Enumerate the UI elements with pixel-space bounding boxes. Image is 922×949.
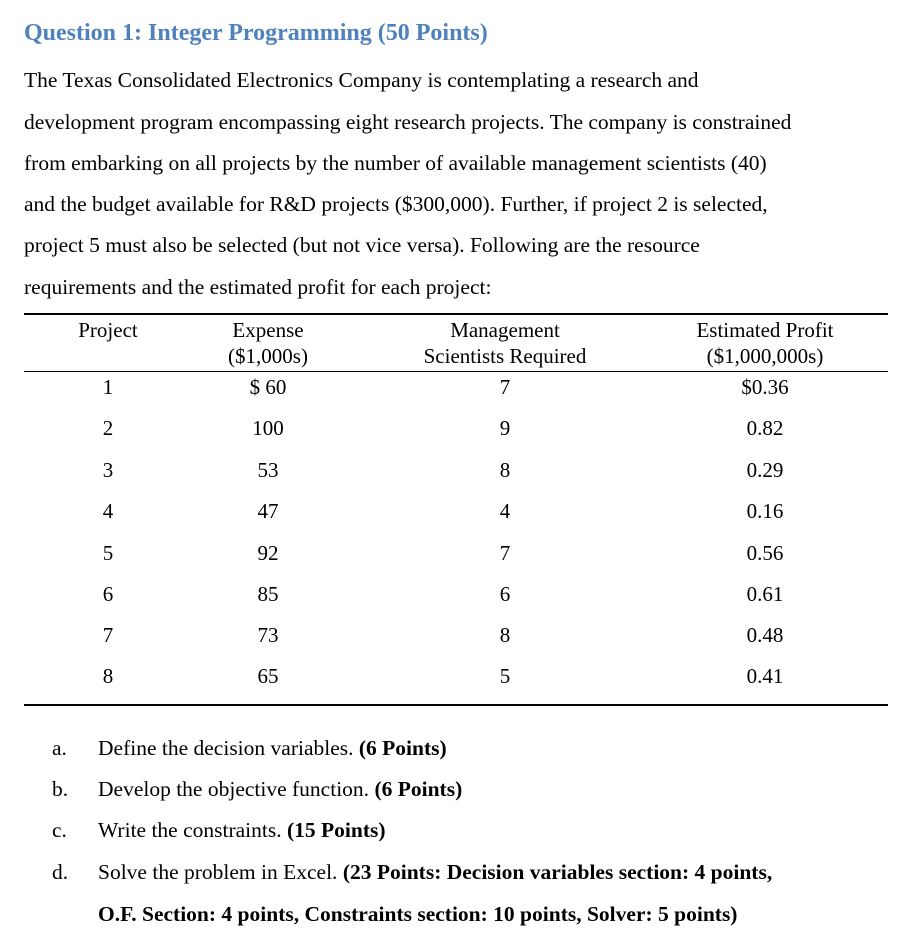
- cell-project: 7: [102, 623, 114, 647]
- cell-scientists: 8: [499, 623, 511, 647]
- cell-scientists: 7: [499, 541, 511, 565]
- cell-expense: 65: [257, 664, 279, 688]
- header-management: Management: [450, 318, 560, 342]
- cell-project: 5: [102, 541, 114, 565]
- cell-project: 2: [102, 416, 114, 440]
- cell-scientists: 7: [499, 375, 511, 399]
- question-a-letter: a.: [52, 736, 67, 760]
- cell-expense: 92: [257, 541, 279, 565]
- intro-line-6: requirements and the estimated profit for each project:: [24, 275, 492, 299]
- cell-project: 3: [102, 458, 114, 482]
- cell-project: 6: [102, 582, 114, 606]
- intro-line-2: development program encompassing eight research projects. The company is constrained: [24, 110, 792, 134]
- cell-profit: 0.41: [746, 664, 784, 688]
- intro-line-4: and the budget available for R&D projects ($300,000). Further, if project 2 is selected,: [24, 192, 768, 216]
- cell-scientists: 8: [499, 458, 511, 482]
- header-project: Project: [78, 318, 138, 342]
- cell-expense: $ 60: [249, 375, 287, 399]
- question-a-points: (6 Points): [358, 736, 447, 760]
- intro-line-5: project 5 must also be selected (but not vice versa). Following are the resource: [24, 233, 700, 257]
- cell-profit: 0.56: [746, 541, 784, 565]
- question-c-letter: c.: [52, 818, 67, 842]
- cell-project: 1: [102, 375, 114, 399]
- question-d-text: Solve the problem in Excel.: [98, 860, 343, 884]
- cell-scientists: 4: [499, 499, 511, 523]
- cell-expense: 85: [257, 582, 279, 606]
- cell-profit: 0.16: [746, 499, 784, 523]
- cell-scientists: 5: [499, 664, 511, 688]
- cell-expense: 73: [257, 623, 279, 647]
- cell-profit: 0.61: [746, 582, 784, 606]
- question-b-points: (6 Points): [374, 777, 463, 801]
- question-d-points-line1: (23 Points: Decision variables section: 4 points,: [342, 860, 773, 884]
- question-d-points-line2: O.F. Section: 4 points, Constraints section: 10 points, Solver: 5 points): [98, 902, 738, 926]
- question-c-text: Write the constraints.: [98, 818, 287, 842]
- cell-scientists: 9: [499, 416, 511, 440]
- question-a: [52, 736, 872, 766]
- question-d: [52, 860, 892, 890]
- cell-project: 8: [102, 664, 114, 688]
- cell-scientists: 6: [499, 582, 511, 606]
- header-expense: Expense: [232, 318, 304, 342]
- question-b: [52, 777, 872, 807]
- header-estimated-profit: Estimated Profit: [696, 318, 834, 342]
- question-d-continued: [98, 902, 898, 932]
- question-b-text: Develop the objective function.: [98, 777, 375, 801]
- cell-profit: $0.36: [741, 375, 789, 399]
- question-c: [52, 818, 872, 848]
- intro-line-3: from embarking on all projects by the number of available management scientists (40): [24, 151, 767, 175]
- cell-expense: 100: [252, 416, 284, 440]
- question-b-letter: b.: [52, 777, 69, 801]
- question-c-points: (15 Points): [287, 818, 386, 842]
- table-bottom-rule: [24, 704, 888, 706]
- question-heading: Question 1: Integer Programming (50 Points): [24, 20, 488, 46]
- cell-profit: 0.48: [746, 623, 784, 647]
- table-top-rule: [24, 313, 888, 315]
- header-scientists-required: Scientists Required: [423, 344, 587, 368]
- cell-project: 4: [102, 499, 114, 523]
- header-expense-unit: ($1,000s): [228, 344, 308, 368]
- question-d-letter: d.: [52, 860, 69, 884]
- question-a-text: Define the decision variables.: [98, 736, 359, 760]
- cell-expense: 47: [257, 499, 279, 523]
- cell-profit: 0.82: [746, 416, 784, 440]
- table-header-rule: [24, 371, 888, 372]
- header-profit-unit: ($1,000,000s): [706, 344, 824, 368]
- cell-profit: 0.29: [746, 458, 784, 482]
- intro-line-1: The Texas Consolidated Electronics Company is contemplating a research and: [24, 68, 699, 92]
- cell-expense: 53: [257, 458, 279, 482]
